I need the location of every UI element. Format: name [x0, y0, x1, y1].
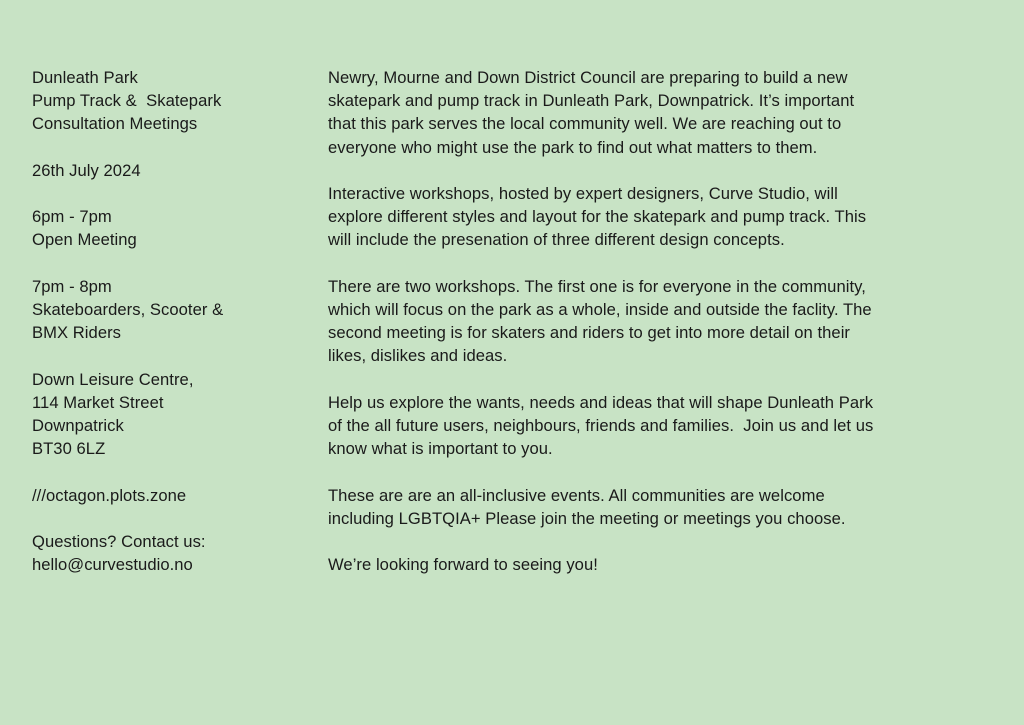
event-date: [32, 159, 302, 182]
paragraph-line: know what is important to you.: [328, 439, 553, 459]
paragraph-line: We’re looking forward to seeing you!: [328, 555, 598, 575]
paragraph-line: Help us explore the wants, needs and ideas that will shape Dunleath Park: [328, 392, 874, 412]
paragraph-help-us: [328, 391, 988, 461]
paragraph-line: likes, dislikes and ideas.: [328, 346, 508, 366]
paragraph-line: of the all future users, neighbours, friends and families. Join us and let us: [328, 416, 874, 435]
address-line: 114 Market Street: [32, 392, 164, 412]
session-riders-meeting: [32, 275, 302, 345]
paragraph-line: which will focus on the park as a whole, inside and outside the faclity. The: [328, 300, 872, 319]
paragraph-closing: [328, 553, 988, 576]
title-line: Consultation Meetings: [32, 114, 198, 134]
description-column: [328, 66, 988, 600]
event-title: [32, 66, 302, 136]
paragraph-line: explore different styles and layout for the skatepark and pump track. This: [328, 207, 867, 227]
venue-address: [32, 368, 302, 461]
session-open-meeting: [32, 205, 302, 251]
paragraph-line: There are two workshops. The first one is for everyone in the community,: [328, 276, 866, 296]
what3words-location: [32, 484, 302, 507]
paragraph-line: Interactive workshops, hosted by expert designers, Curve Studio, will: [328, 184, 838, 203]
contact-info: [32, 530, 302, 576]
paragraph-workshops: [328, 182, 988, 252]
address-line: Downpatrick: [32, 415, 124, 435]
session-time: 7pm - 8pm: [32, 276, 112, 296]
title-line: Pump Track & Skatepark: [32, 91, 222, 111]
contact-prompt: Questions? Contact us:: [32, 531, 206, 551]
paragraph-line: Newry, Mourne and Down District Council are preparing to build a new: [328, 68, 848, 87]
paragraph-line: including LGBTQIA+ Please join the meeting or meetings you choose.: [328, 508, 846, 528]
address-line: BT30 6LZ: [32, 439, 106, 459]
session-label: Skateboarders, Scooter &: [32, 299, 224, 319]
paragraph-two-workshops: [328, 275, 988, 368]
event-details-column: [32, 66, 302, 600]
session-time: 6pm - 7pm: [32, 207, 112, 227]
paragraph-line: skatepark and pump track in Dunleath Park, Downpatrick. It’s important: [328, 91, 855, 111]
session-label: Open Meeting: [32, 230, 137, 250]
paragraph-line: second meeting is for skaters and riders to get into more detail on their: [328, 323, 851, 343]
paragraph-line: everyone who might use the park to find out what matters to them.: [328, 137, 818, 157]
date-text: 26th July 2024: [32, 160, 141, 180]
paragraph-inclusive: [328, 484, 988, 530]
what3words-text: ///octagon.plots.zone: [32, 485, 187, 505]
title-line: Dunleath Park: [32, 68, 138, 87]
paragraph-line: will include the presenation of three different design concepts.: [328, 230, 785, 250]
paragraph-line: that this park serves the local community well. We are reaching out to: [328, 114, 842, 134]
address-line: Down Leisure Centre,: [32, 369, 194, 389]
contact-email[interactable]: hello@curvestudio.no: [32, 555, 193, 575]
paragraph-line: These are are an all-inclusive events. All communities are welcome: [328, 485, 825, 505]
session-label: BMX Riders: [32, 323, 122, 343]
paragraph-intro: [328, 66, 988, 159]
